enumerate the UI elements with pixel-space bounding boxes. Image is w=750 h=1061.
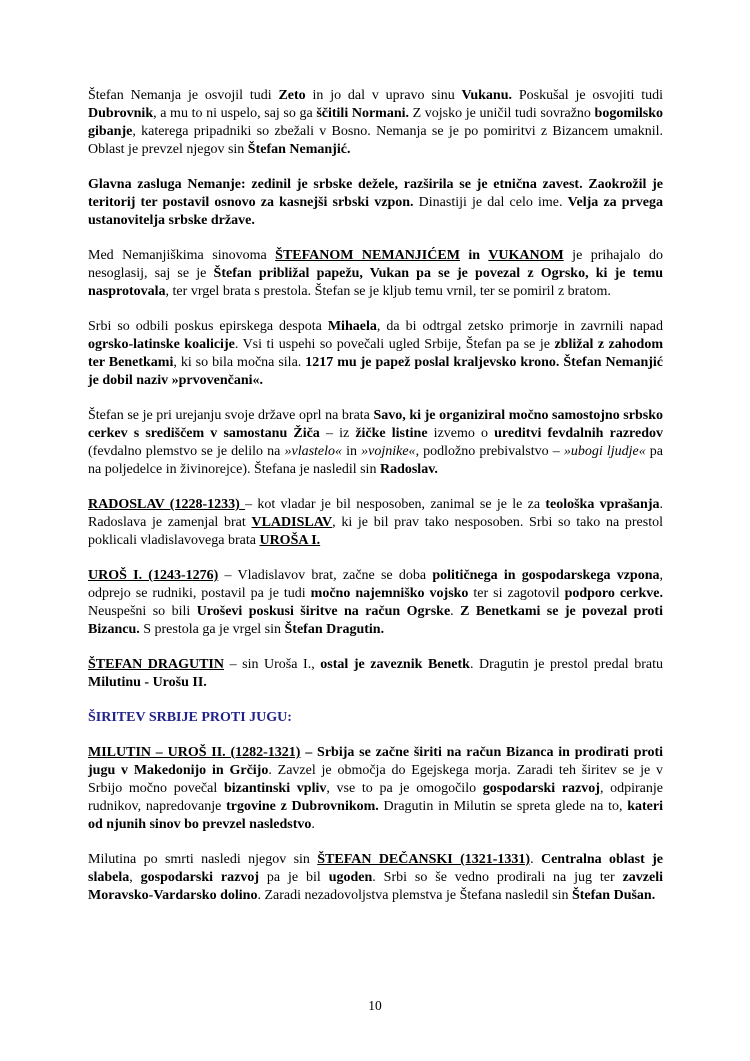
text-run: Milutinu - Urošu II. [88,675,207,690]
text-run: ŠTEFAN DRAGUTIN [88,657,224,672]
text-run: . Dragutin je prestol predal bratu [469,657,664,672]
text-run: S prestola ga je vrgel sin [139,622,285,637]
para-milutin [88,744,663,834]
text-run: ostal je zaveznik Benetk [320,657,470,672]
text-run: »vojnike« [361,444,416,459]
text-run: Štefan Dušan. [571,888,656,903]
text-run: Mihaela [327,319,377,334]
text-run: teološka vprašanja [545,497,660,512]
text-run: UROŠA I. [259,533,321,548]
text-run: ureditvi fevdalnih razredov [494,426,663,441]
text-run: RADOSLAV (1228-1233) [88,497,246,512]
text-run: bogomilsko gibanje [88,106,663,139]
text-run: , ki so bila močna sila. [173,355,306,370]
text-run: zbližal z zahodom ter Benetkami [88,337,663,370]
text-run: , vse to pa je omogočilo [326,781,483,796]
text-run: kateri od njunih sinov bo prevzel nasledstvo [88,799,663,832]
para-radoslav [88,496,663,550]
text-run: gospodarski razvoj [482,781,600,796]
text-run: Neuspešni so bili [88,604,197,619]
para-uros-1 [88,567,663,639]
text-run: Savo, ki je organiziral močno samostojno srbsko cerkev s središčem v samostanu Žiča [88,408,663,441]
text-run: ugoden [328,870,373,885]
text-run: Štefan Nemanjić. [247,142,351,157]
text-run: UROŠ I. (1243-1276) [88,568,219,583]
text-run: ŠIRITEV SRBIJE PROTI JUGU: [88,710,292,725]
text-run: , [129,870,141,885]
text-run: – kot vladar je bil nesposoben, zanimal se je le za [245,497,546,512]
text-run: , odprejo se rudniki, postavil pa je tudi [88,568,663,601]
text-run: – Srbija se začne širiti na račun Bizanca in prodirati proti jugu v Makedonijo in Grčijo [88,745,664,778]
text-run: ogrsko-latinske koalicije [88,337,235,352]
text-run: izvemo o [427,426,495,441]
text-run: Radoslav. [379,462,438,477]
para-spor-sinov [88,247,663,301]
text-run: Dubrovnik [88,106,154,121]
text-run: . Zavzel je območja do Egejskega morja. Zaradi teh širitev se je v Srbijo močno povečal [88,763,663,796]
text-run: Med Nemanjiškima sinovoma [88,248,276,263]
text-run: , ki je bil prav tako nesposoben. Srbi so tako na prestol poklicali vladislavovega brata [88,515,663,548]
para-stefan-decanski [88,851,663,905]
text-run: , da bi odtrgal zetsko primorje in zavrnili napad [376,319,663,334]
text-run: Poskušal je osvojiti tudi [512,88,663,103]
text-run: in jo dal v upravo sinu [305,88,462,103]
text-run: Centralna oblast je slabela [88,852,663,885]
text-run: Štefan približal papežu, Vukan pa se je povezal z Ogrsko, ki je temu nasprotovala [88,266,663,299]
text-run: Dinastiji je dal celo ime. [413,195,568,210]
text-run: VUKANOM [488,248,564,263]
text-run: , odpiranje rudnikov, napredovanje [88,781,664,814]
text-run: , ter vrgel brata s prestola. Štefan se je kljub temu vrnil, ter se pomiril z bratom. [165,284,611,299]
para-stefan-dragutin [88,656,663,692]
text-run: političnega in gospodarskega vzpona [432,568,660,583]
text-run: . Vsi ti uspehi so povečali ugled Srbije, Štefan pa se je [234,337,555,352]
text-run: močno najemniško vojsko [310,586,469,601]
text-run: trgovine z Dubrovnikom. [226,799,379,814]
text-run: (fevdalno plemstvo se je delilo na [88,444,285,459]
text-run: Z Benetkami se je povezal proti Bizancu. [88,604,663,637]
page-number: 10 [368,998,382,1013]
text-run: 1217 mu je papež poslal kraljevsko krono. Štefan Nemanjić je dobil naziv »prvovenčani«. [88,355,663,388]
text-run: zavzeli Moravsko-Vardarsko dolino [88,870,663,903]
text-run: Milutina po smrti nasledi njegov sin [88,852,318,867]
text-run: VLADISLAV [251,515,333,530]
para-mihael-koalicija [88,318,663,390]
text-run: . Zaradi nezadovoljstva plemstva je Štefana nasledil sin [257,888,572,903]
text-run: Zeto [278,88,306,103]
text-run: – iz [319,426,356,441]
text-run: ŠTEFANOM NEMANJIĆEM [275,248,460,263]
text-run: , katerega pripadniki so zbežali v Bosno. Nemanja se je po pomiritvi z Bizancem umaknil. Oblast je prevzel njegov sin [88,124,663,157]
heading-siritev-srbije [88,709,663,727]
text-run: podporo cerkve. [564,586,664,601]
text-run: MILUTIN – UROŠ II. (1282-1321) [88,745,301,760]
text-run: . Srbi so še vedno prodirali na jug ter [372,870,623,885]
text-run: je prihajalo do nesoglasij, saj se je [88,248,663,281]
text-run: Uroševi poskusi širitve na račun Ogrske [196,604,451,619]
text-run: bizantinski vpliv [223,781,327,796]
text-run: Z vojsko je uničil tudi sovražno [409,106,595,121]
text-run: Štefan Nemanja je osvojil tudi [88,88,279,103]
text-run: pa na poljedelce in živinorejce). Štefana je nasledil sin [88,444,664,477]
text-run: pa je bil [259,870,329,885]
text-run: . Radoslava je zamenjal brat [88,497,664,530]
text-run: žičke listine [355,426,428,441]
text-run: gospodarski razvoj [140,870,259,885]
text-run: – Vladislavov brat, začne se doba [218,568,433,583]
text-run: Srbi so odbili poskus epirskega despota [88,319,328,334]
text-run: Velja za prvega ustanovitelja srbske države. [88,195,663,228]
para-stefan-nemanja [88,87,663,159]
text-run: . [530,852,541,867]
text-run: , a mu to ni uspelo, saj so ga [153,106,317,121]
text-run: Štefan se je pri urejanju svoje države oprl na brata [88,408,374,423]
text-run: , podložno prebivalstvo – [415,444,564,459]
text-run: in [342,444,362,459]
para-glavna-zasluga [88,176,663,230]
document-body [88,87,663,922]
text-run: »ubogi ljudje« [563,444,646,459]
text-run: Štefan Dragutin. [284,622,385,637]
text-run: . [450,604,461,619]
text-run: ŠTEFAN DEČANSKI (1321-1331) [317,852,531,867]
text-run: . [311,817,315,832]
text-run: Glavna zasluga Nemanje: zedinil je srbske dežele, razširila se je etnična zavest. Zaokrožil je teritorij ter postavil osnovo za kasnejši srbski vzpon. [88,177,663,210]
text-run: in [459,248,489,263]
text-run: ter si zagotovil [468,586,565,601]
text-run: Vukanu. [461,88,513,103]
para-sava-cerkev [88,407,663,479]
text-run: – sin Uroša I., [224,657,321,672]
text-run: Dragutin in Milutin se spreta glede na to, [378,799,628,814]
text-run: »vlastelo« [284,444,343,459]
text-run: ščitili Normani. [316,106,409,121]
